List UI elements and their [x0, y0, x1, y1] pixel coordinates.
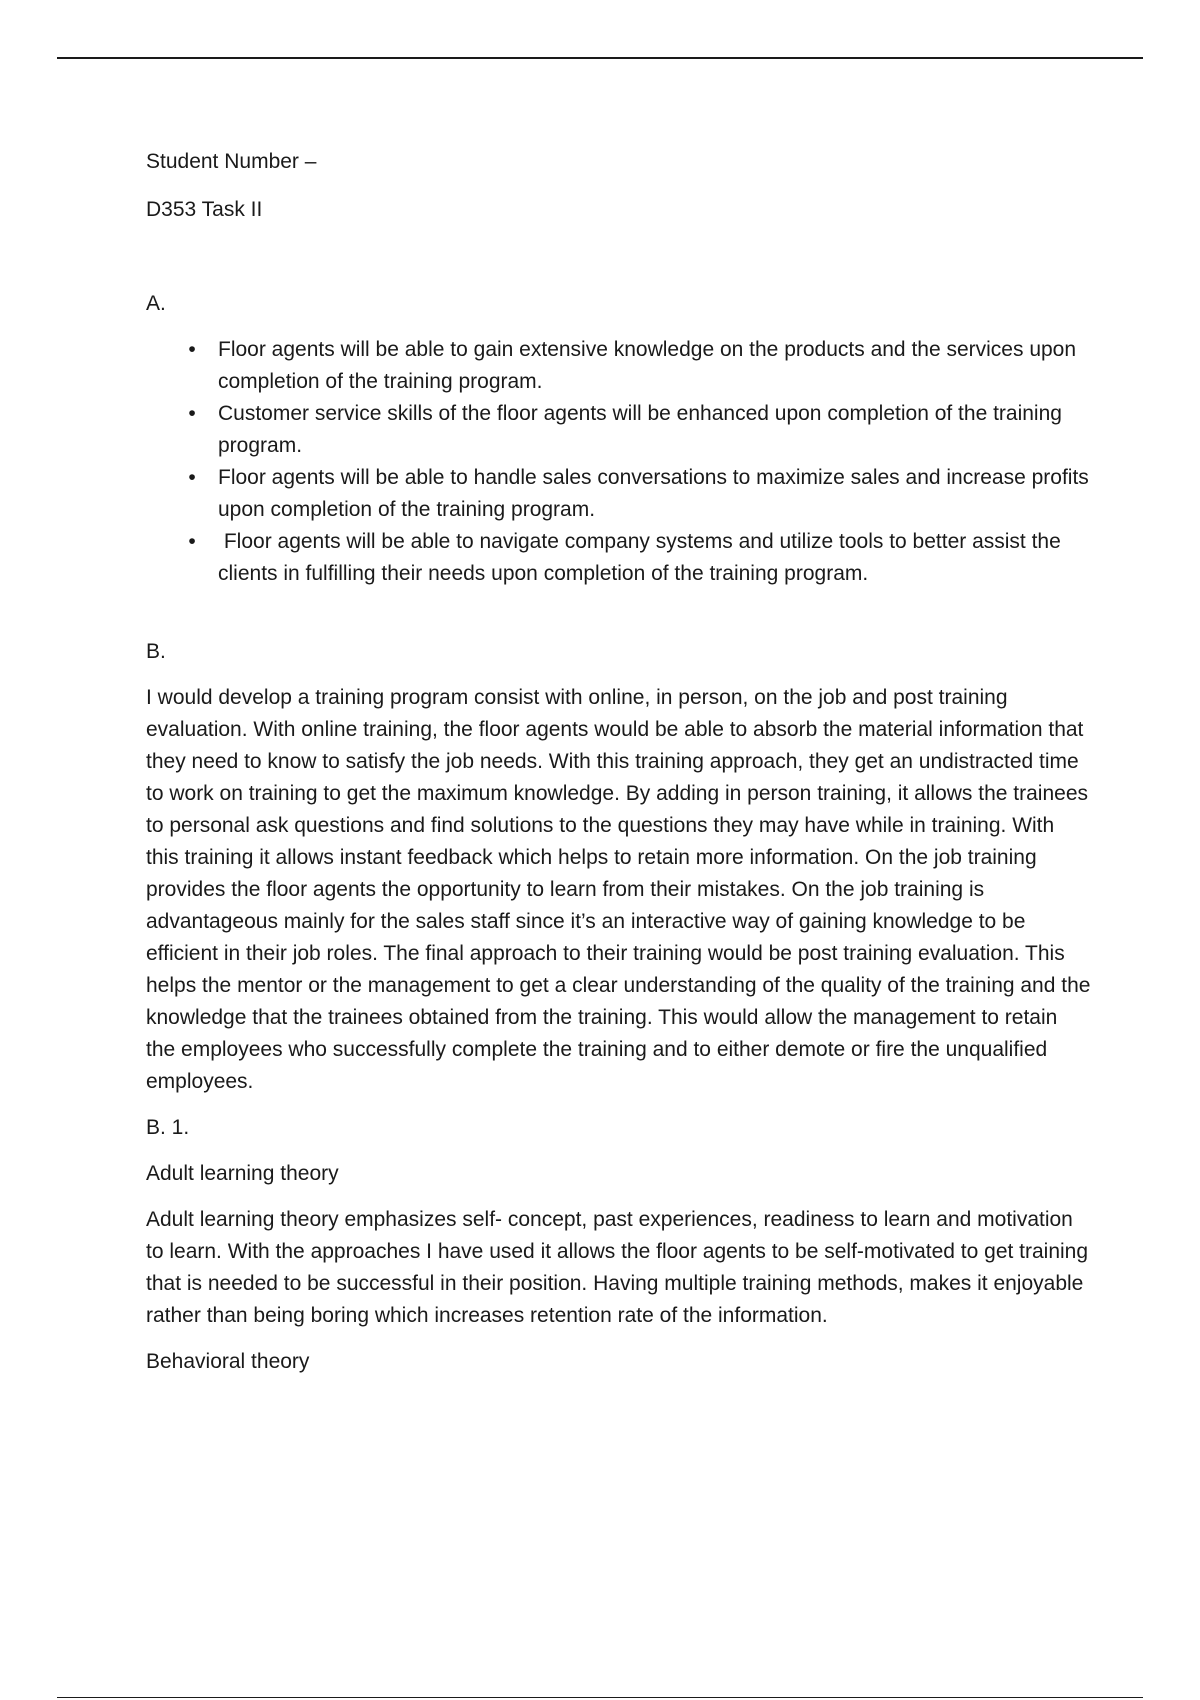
list-item: [188, 398, 1091, 462]
list-item: [188, 462, 1091, 526]
spacer: [146, 226, 1091, 288]
list-item: [188, 334, 1091, 398]
theory-1-title: Adult learning theory: [146, 1162, 339, 1185]
theory-2-title: Behavioral theory: [146, 1350, 310, 1373]
objective-text: Floor agents will be able to handle sales conversations to maximize sales and increase profits upon completion of the training program.: [218, 466, 1089, 521]
footer-rule: [57, 1697, 1143, 1698]
objective-text: Floor agents will be able to navigate company systems and utilize tools to better assist the clients in fulfilling their needs upon completion of the training program.: [218, 530, 1067, 585]
section-a-label: A.: [146, 292, 166, 315]
document-page: [146, 146, 1091, 1378]
spacer: [146, 590, 1091, 636]
task-title: D353 Task II: [146, 198, 263, 221]
spacer: [146, 178, 1091, 194]
objective-text: Customer service skills of the floor agents will be enhanced upon completion of the training program.: [218, 402, 1062, 457]
bullet-icon: •: [188, 338, 196, 361]
section-b-label: B.: [146, 640, 166, 663]
section-b-body: I would develop a training program consist with online, in person, on the job and post training evaluation. With online training, the floor agents would be able to absorb the material information that they need to know to satisfy the job needs. With this training approach, they get an undistracted time to work on training to get the maximum knowledge. By adding in person training, it allows the trainees to personal ask questions and find solutions to the questions they may have while in training. With this training it allows instant feedback which helps to retain more information. On the job training provides the floor agents the opportunity to learn from their mistakes. On the job training is advantageous mainly for the sales staff since it’s an interactive way of gaining knowledge to be efficient in their job roles. The final approach to their training would be post training evaluation. This helps the mentor or the management to get a clear understanding of the quality of the training and the knowledge that the trainees obtained from the training. This would allow the management to retain the employees who successfully complete the training and to either demote or fire the unqualified employees.: [146, 686, 1091, 1093]
section-b1-label: B. 1.: [146, 1116, 190, 1139]
objectives-list: [146, 334, 1091, 590]
header-rule: [57, 57, 1143, 59]
bullet-icon: •: [188, 466, 196, 489]
theory-1-body: Adult learning theory emphasizes self- concept, past experiences, readiness to learn and motivation to learn. With the approaches I have used it allows the floor agents to be self-motivated to get training that is needed to be successful in their position. Having multiple training methods, makes it enjoyable rather than being boring which increases retention rate of the information.: [146, 1208, 1089, 1327]
bullet-icon: •: [188, 402, 196, 425]
student-number: Student Number –: [146, 150, 317, 173]
bullet-icon: •: [188, 530, 196, 553]
list-item: [188, 526, 1091, 590]
objective-text: Floor agents will be able to gain extensive knowledge on the products and the services upon completion of the training program.: [218, 338, 1077, 393]
